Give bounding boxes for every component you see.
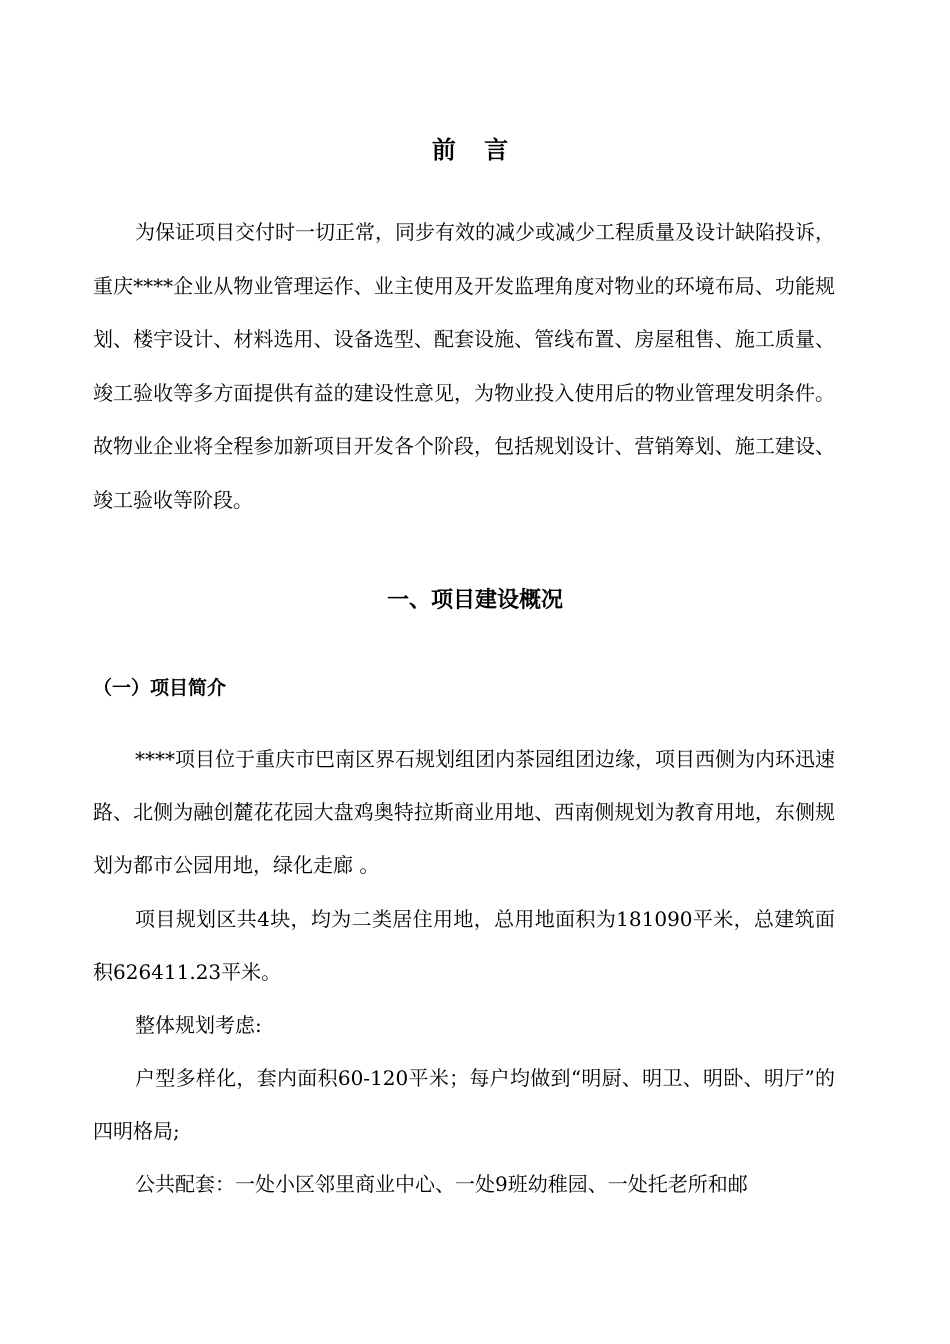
- paragraph-unit-types: 户型多样化，套内面积60-120平米；每户均做到“明厨、明卫、明卧、明厅”的四明格局;: [93, 1066, 835, 1143]
- paragraph-project-area: 项目规划区共4块，均为二类居住用地，总用地面积为181090平米，总建筑面积626411.23平米。: [93, 907, 835, 984]
- paragraph-public-facilities: 公共配套：一处小区邻里商业中心、一处9班幼稚园、一处托老所和邮: [135, 1172, 748, 1196]
- preface-paragraph: 为保证项目交付时一切正常，同步有效的减少或减少工程质量及设计缺陷投诉，重庆****企业从物业管理运作、业主使用及开发监理角度对物业的环境布局、功能规划、楼宇设计、材料选用、设备选型、配套设施、管线布置、房屋租售、施工质量、竣工验收等多方面提供有益的建设性意见，为物业投入使用后的物业管理发明条件。故物业企业将全程参加新项目开发各个阶段，包括规划设计、营销筹划、施工建设、竣工验收等阶段。: [93, 220, 835, 512]
- subsection-heading-project-intro: （一）项目简介: [93, 677, 227, 699]
- paragraph-project-location: ****项目位于重庆市巴南区界石规划组团内茶园组团边缘，项目西侧为内环迅速路、北侧为融创麓花花园大盘鸡奥特拉斯商业用地、西南侧规划为教育用地，东侧规划为都市公园用地，绿化走廊 。: [93, 747, 835, 877]
- section-heading-project-overview: 一、项目建设概况: [386, 587, 563, 613]
- paragraph-overall-planning: 整体规划考虑:: [135, 1013, 262, 1037]
- page-title: 前 言: [431, 135, 519, 164]
